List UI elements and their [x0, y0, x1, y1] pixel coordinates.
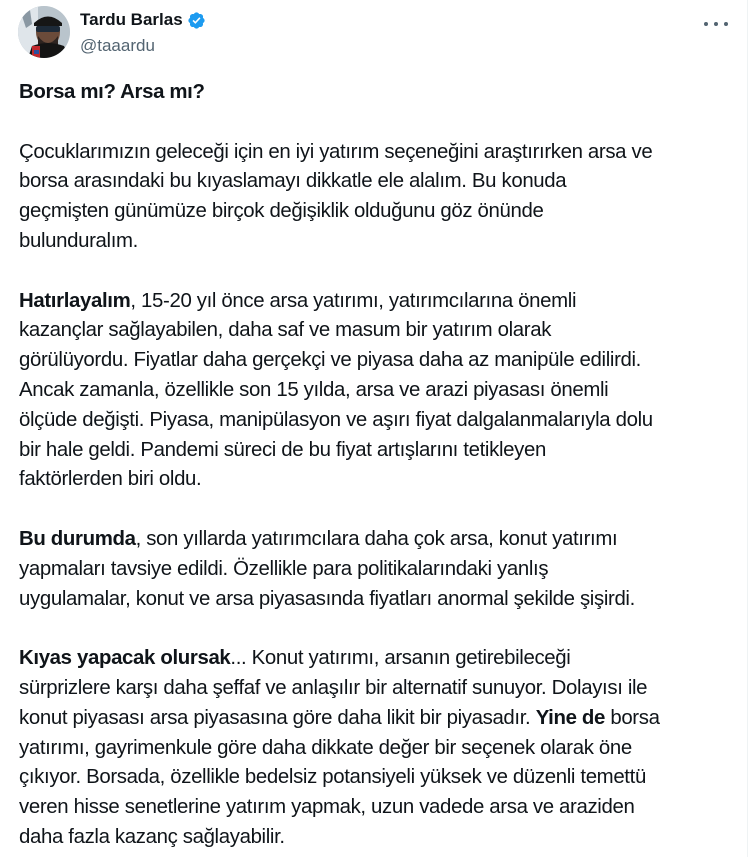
- bold-lead: Bu durumda: [19, 527, 136, 550]
- text-line: borsa arasındaki bu kıyaslamayı dikkatle ele alalım. Bu konuda: [19, 170, 567, 193]
- text-line: veren hisse senetlerine yatırım yapmak, uzun vadede arsa ve araziden: [19, 796, 635, 819]
- avatar-image: [18, 6, 70, 58]
- paragraph-2: [19, 287, 739, 496]
- column-border: [747, 0, 748, 857]
- post-title: Borsa mı? Arsa mı?: [19, 81, 205, 103]
- text-line: sürprizlere karşı daha şeffaf ve anlaşılır bir alternatif sunuyor. Dolayısı ile: [19, 676, 648, 699]
- text-line: uygulamalar, konut ve arsa piyasasında fiyatları anormal şekilde şişirdi.: [19, 587, 635, 610]
- text-line: yapmaları tavsiye edildi. Özellikle para politikalarındaki yanlış: [19, 557, 549, 580]
- author-handle[interactable]: @taaardu: [80, 36, 155, 55]
- verified-badge-icon: [187, 11, 206, 30]
- text-line: bir hale geldi. Pandemi süreci de bu fiyat artışlarını tetikleyen: [19, 438, 546, 461]
- avatar[interactable]: [18, 6, 70, 58]
- more-horizontal-icon: [704, 22, 708, 26]
- text-line: daha fazla kazanç sağlayabilir.: [19, 825, 285, 848]
- paragraph-1: [19, 138, 739, 257]
- bold-lead: Hatırlayalım: [19, 289, 131, 312]
- author-name[interactable]: Tardu Barlas: [80, 10, 183, 29]
- paragraph-3: [19, 525, 739, 614]
- text-line: Ancak zamanla, özellikle son 15 yılda, arsa ve arazi piyasası önemli: [19, 378, 609, 401]
- text-span: , 15-20 yıl önce arsa yatırımı, yatırımcılarına önemli: [130, 289, 577, 312]
- text-span: borsa: [605, 706, 660, 729]
- post-header: [18, 6, 738, 62]
- text-line: [19, 644, 739, 674]
- text-line: Çocuklarımızın geleceği için en iyi yatırım seçeneğini araştırırken arsa ve: [19, 140, 653, 163]
- text-line: [19, 525, 739, 555]
- text-line: görülüyordu. Fiyatlar daha gerçekçi ve piyasa daha az manipüle edilirdi.: [19, 349, 641, 372]
- bold-phrase: Yine de: [535, 706, 606, 729]
- more-options-button[interactable]: [704, 16, 728, 32]
- author-name-row: [80, 10, 206, 30]
- text-span: ... Konut yatırımı, arsanın getirebileceği: [230, 647, 571, 670]
- text-line: [19, 287, 739, 317]
- paragraph-4: [19, 644, 739, 853]
- text-line: çıkıyor. Borsada, özellikle bedelsiz potansiyeli yüksek ve düzenli temettü: [19, 766, 646, 789]
- text-line: ölçüde değişti. Piyasa, manipülasyon ve aşırı fiyat dalgalanmalarıyla dolu: [19, 408, 653, 431]
- text-line: [19, 704, 739, 734]
- post-body: [19, 78, 739, 853]
- more-horizontal-icon: [724, 22, 728, 26]
- text-span: konut piyasası arsa piyasasına göre daha likit bir piyasadır.: [19, 706, 536, 729]
- text-span: , son yıllarda yatırımcılara daha çok arsa, konut yatırımı: [135, 527, 618, 550]
- text-line: bulunduralım.: [19, 229, 138, 252]
- text-line: geçmişten günümüze birçok değişiklik olduğunu göz önünde: [19, 200, 544, 223]
- text-line: yatırımı, gayrimenkule göre daha dikkate değer bir seçenek olarak öne: [19, 736, 632, 759]
- bold-lead: Kıyas yapacak olursak: [19, 647, 231, 670]
- text-line: faktörlerden biri oldu.: [19, 468, 202, 491]
- text-line: kazançlar sağlayabilen, daha saf ve masum bir yatırım olarak: [19, 319, 552, 342]
- more-horizontal-icon: [714, 22, 718, 26]
